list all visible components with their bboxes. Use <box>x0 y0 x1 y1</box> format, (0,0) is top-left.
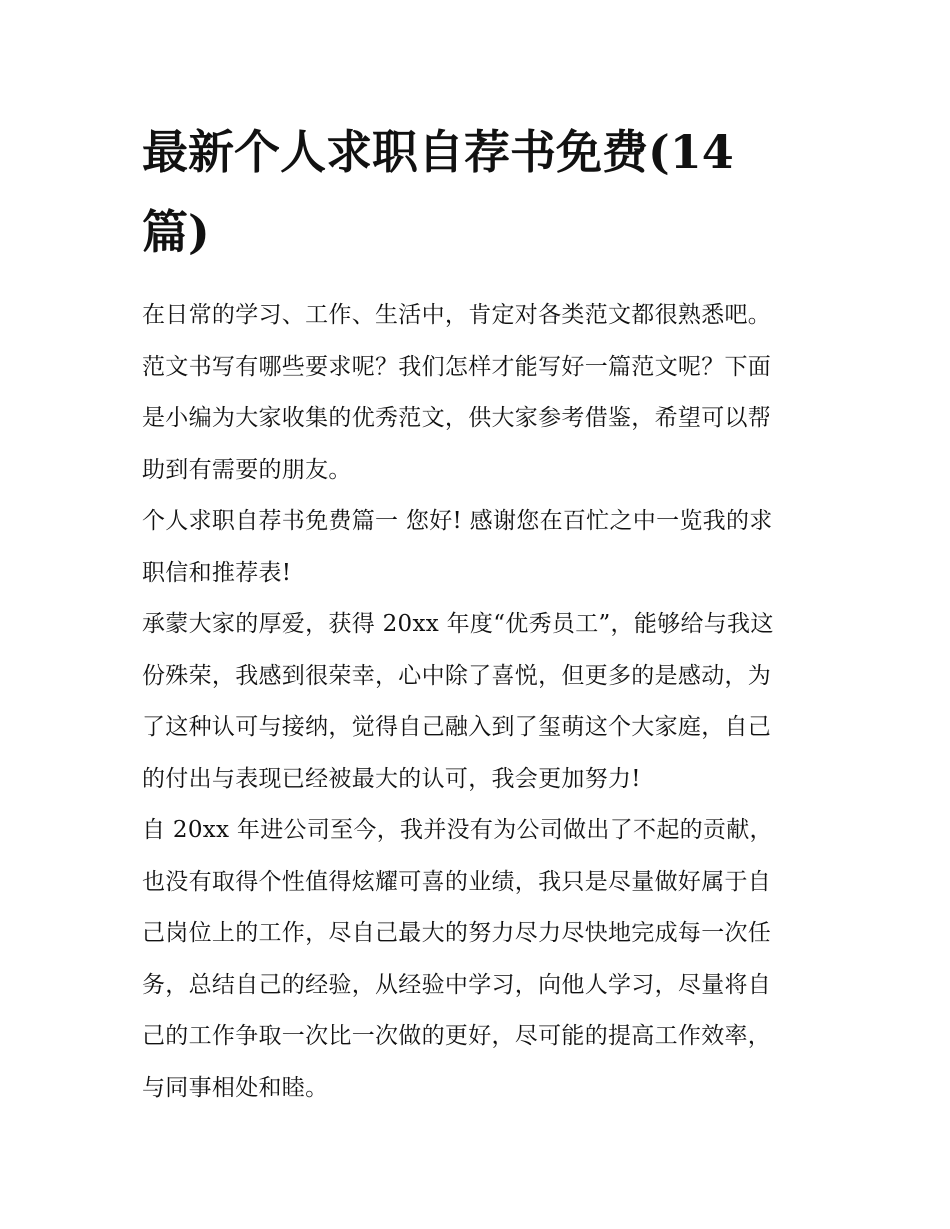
paragraph-line: 自 20xx 年进公司至今，我并没有为公司做出了不起的贡献， <box>142 817 773 843</box>
paragraph-line: 个人求职自荐书免费篇一 您好! 感谢您在百忙之中一览我的求 <box>142 508 773 534</box>
award-paragraph <box>142 599 818 805</box>
paragraph-line: 范文书写有哪些要求呢？我们怎样才能写好一篇范文呢？下面 <box>142 353 772 380</box>
paragraph-line: 是小编为大家收集的优秀范文，供大家参考借鉴，希望可以帮 <box>142 405 772 431</box>
greeting-paragraph <box>142 496 818 599</box>
paragraph-line: 在日常的学习、工作、生活中，肯定对各类范文都很熟悉吧。 <box>142 302 772 328</box>
paragraph-line: 份殊荣，我感到很荣幸，心中除了喜悦，但更多的是感动，为 <box>142 662 772 689</box>
paragraph-line: 职信和推荐表! <box>142 559 292 586</box>
paragraph-line: 承蒙大家的厚爱，获得 20xx 年度“优秀员工”，能够给与我这 <box>142 611 774 637</box>
paragraph-line: 己岗位上的工作，尽自己最大的努力尽力尽快地完成每一次任 <box>142 920 772 946</box>
paragraph-line: 也没有取得个性值得炫耀可喜的业绩，我只是尽量做好属于自 <box>142 868 772 895</box>
paragraph-line: 与同事相处和睦。 <box>142 1074 329 1101</box>
document-page <box>142 112 818 1114</box>
paragraph-line: 己的工作争取一次比一次做的更好，尽可能的提高工作效率， <box>142 1023 772 1049</box>
title-line-1: 最新个人求职自荐书免费(14 <box>142 125 734 179</box>
paragraph-line: 的付出与表现已经被最大的认可，我会更加努力! <box>142 765 641 792</box>
paragraph-line: 务，总结自己的经验，从经验中学习，向他人学习，尽量将自 <box>142 971 772 998</box>
intro-paragraph <box>142 290 818 496</box>
title-line-2: 篇) <box>142 205 210 259</box>
work-summary-paragraph <box>142 805 818 1114</box>
document-title <box>142 112 818 272</box>
paragraph-line: 了这种认可与接纳，觉得自己融入到了玺萌这个大家庭，自己 <box>142 714 772 740</box>
paragraph-line: 助到有需要的朋友。 <box>142 456 352 483</box>
